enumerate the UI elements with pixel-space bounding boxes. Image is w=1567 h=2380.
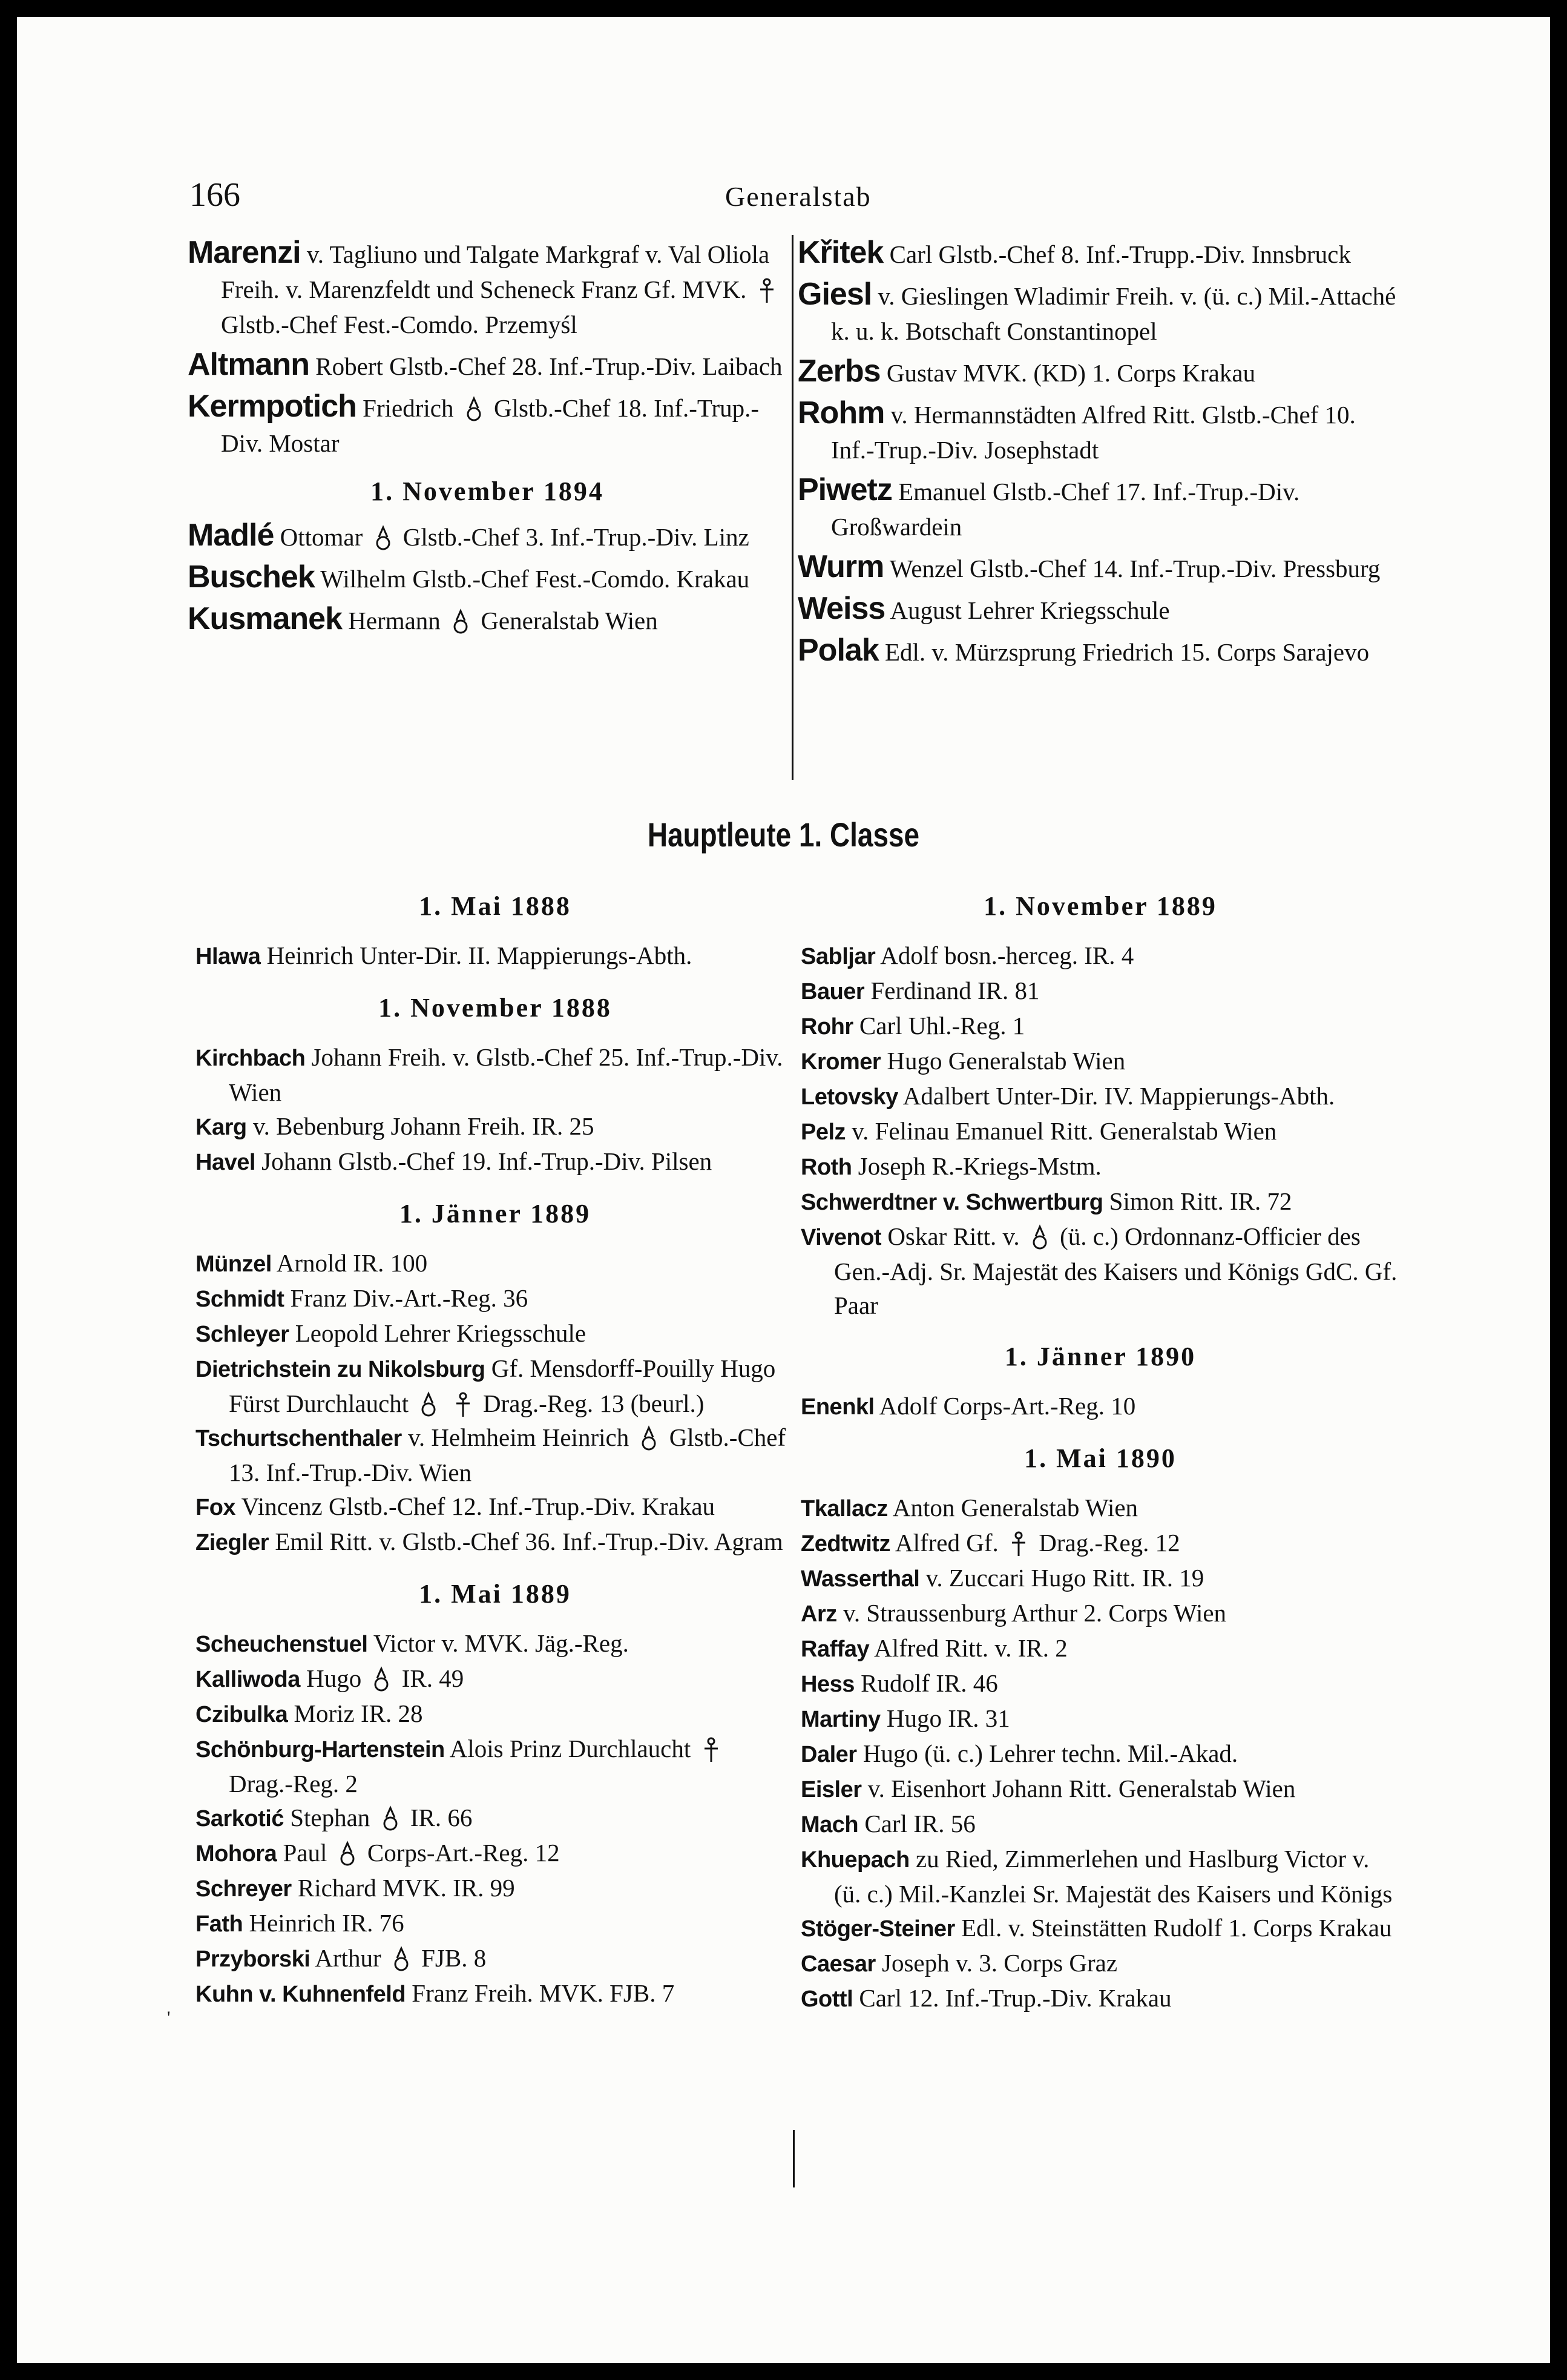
officer-name: Kromer [801,1049,881,1075]
officer-name: Wurm [798,549,884,584]
officer-name: Caesar [801,1951,876,1977]
officer-details: Hermann Generalstab Wien [342,607,658,635]
officer-details: Vincenz Glstb.-Chef 12. Inf.-Trup.-Div. Krakau [235,1492,715,1520]
officer-details: Gustav MVK. (KD) 1. Corps Krakau [880,359,1256,387]
officer-details: Paul Corps-Art.-Reg. 12 [277,1839,560,1867]
officer-entry [195,1626,795,1661]
officer-entry [188,601,787,638]
officer-entry [801,1772,1400,1807]
officer-entry [801,1736,1400,1772]
officer-details: Stephan IR. 66 [283,1804,473,1831]
top-right-column [798,235,1397,674]
officer-name: Fath [195,1911,243,1937]
running-head: Generalstab [725,181,872,212]
officer-entry [798,235,1397,272]
officer-entry [798,354,1397,391]
officer-details: Arnold IR. 100 [271,1249,428,1277]
officer-entry [188,347,787,384]
officer-name: Schmidt [195,1287,284,1312]
officer-details: Wenzel Glstb.-Chef 14. Inf.-Trup.-Div. Pressburg [884,555,1381,582]
officer-entry [195,1109,795,1144]
officer-name: Mach [801,1812,859,1838]
officer-name: Buschek [188,559,315,595]
officer-details: v. Felinau Emanuel Ritt. Generalstab Wien [846,1117,1277,1145]
officer-details: Edl. v. Steinstätten Rudolf 1. Corps Krakau [954,1914,1392,1942]
officer-name: Havel [195,1150,255,1175]
officer-entry [801,1596,1400,1631]
date-heading: 1. November 1889 [984,891,1217,921]
officer-entry [195,1941,795,1976]
officer-name: Mohora [195,1841,277,1867]
officer-name: Tkallacz [801,1496,888,1521]
officer-name: Polak [798,633,879,668]
officer-details: Arthur FJB. 8 [310,1944,487,1972]
officer-name: Weiss [798,591,885,626]
officer-details: August Lehrer Kriegsschule [885,596,1170,624]
officer-details: Moriz IR. 28 [287,1699,423,1727]
officer-entry [195,1246,795,1281]
officer-entry [188,235,787,342]
top-left-column [188,235,787,643]
officer-name: Altmann [188,347,309,382]
officer-entry [195,1661,795,1696]
officer-details: v. Straussenburg Arthur 2. Corps Wien [836,1599,1227,1627]
officer-details: Heinrich IR. 76 [243,1909,404,1937]
officer-name: Roth [801,1155,852,1180]
officer-entry [195,1871,795,1906]
officer-name: Zerbs [798,354,881,389]
officer-details: v. Bebenburg Johann Freih. IR. 25 [246,1112,594,1140]
officer-name: Schwerdtner v. Schwertburg [801,1190,1103,1215]
officer-details: Hugo (ü. c.) Lehrer techn. Mil.-Akad. [856,1739,1238,1767]
officer-name: Bauer [801,979,865,1004]
order-medal-icon [367,1664,395,1692]
officer-details: Carl Uhl.-Reg. 1 [853,1012,1025,1040]
officer-name: Rohm [798,395,885,430]
officer-details: v. Eisenhort Johann Ritt. Generalstab Wien [861,1775,1296,1802]
officer-details: Franz Freih. MVK. FJB. 7 [406,1979,675,2007]
officer-details: Joseph v. 3. Corps Graz [875,1949,1118,1977]
officer-details: Wilhelm Glstb.-Chef Fest.-Comdo. Krakau [314,565,750,593]
officer-name: Sarkotić [195,1806,284,1831]
officer-entry [801,1842,1400,1911]
date-heading: 1. Mai 1890 [1024,1443,1177,1473]
officer-details: Leopold Lehrer Kriegsschule [289,1319,586,1347]
bottom-left-column [195,889,795,2011]
officer-name: Scheuchenstuel [195,1632,368,1657]
officer-entry [801,1389,1400,1424]
officer-name: Wasserthal [801,1566,920,1592]
officer-entry [195,1801,795,1836]
officer-details: Adolf bosn.-herceg. IR. 4 [875,941,1134,969]
officer-name: Tschurtschenthaler [195,1426,402,1451]
order-medal-icon [1026,1222,1054,1250]
cross-icon [1005,1529,1033,1557]
officer-entry [801,1807,1400,1842]
officer-details: Johann Freih. v. Glstb.-Chef 25. Inf.-Trup.-Div. Wien [229,1043,783,1106]
officer-details: Hugo IR. 31 [880,1704,1010,1732]
officer-name: Kuhn v. Kuhnenfeld [195,1982,406,2007]
officer-details: Hugo Generalstab Wien [881,1047,1126,1075]
officer-entry [195,1489,795,1525]
officer-details: Rudolf IR. 46 [854,1669,998,1697]
officer-name: Münzel [195,1251,272,1277]
officer-entry [801,1149,1400,1184]
officer-details: Robert Glstb.-Chef 28. Inf.-Trup.-Div. Laibach [309,352,783,380]
officer-entry [188,559,787,596]
officer-name: Daler [801,1742,857,1767]
officer-details: Adolf Corps-Art.-Reg. 10 [874,1392,1136,1420]
officer-entry [801,1701,1400,1736]
date-heading: 1. Mai 1888 [419,891,571,921]
officer-name: Madlé [188,518,274,553]
document-page [17,17,1550,2363]
officer-details: Ferdinand IR. 81 [864,977,1040,1004]
officer-details: Hugo IR. 49 [300,1664,464,1692]
officer-details: Emil Ritt. v. Glstb.-Chef 36. Inf.-Trup.-Div. Agram [269,1528,783,1555]
officer-entry [801,1561,1400,1596]
officer-name: Schleyer [195,1322,289,1347]
margin-mark: ' [167,2008,171,2028]
officer-details: Oskar Ritt. v. (ü. c.) Ordonnanz-Officier des Gen.-Adj. Sr. Majestät des Kaisers und Königs GdC. Gf. Paar [834,1222,1398,1319]
officer-details: Alfred Ritt. v. IR. 2 [869,1634,1068,1662]
officer-name: Stöger-Steiner [801,1916,955,1942]
officer-entry [801,1911,1400,1946]
officer-name: Arz [801,1601,837,1627]
officer-details: Ottomar Glstb.-Chef 3. Inf.-Trup.-Div. Linz [274,523,749,551]
officer-details: zu Ried, Zimmerlehen und Haslburg Victor v. (ü. c.) Mil.-Kanzlei Sr. Majestät des Kaisers und Königs [834,1845,1393,1908]
officer-entry [195,1525,795,1560]
officer-details: Simon Ritt. IR. 72 [1103,1187,1292,1215]
officer-name: Kirchbach [195,1046,306,1071]
officer-entry [801,1079,1400,1114]
officer-entry [195,1281,795,1316]
officer-details: v. Zuccari Hugo Ritt. IR. 19 [919,1564,1204,1592]
officer-entry [195,1351,795,1420]
officer-name: Gottl [801,1986,853,2012]
officer-name: Czibulka [195,1702,288,1727]
officer-entry [195,1420,795,1489]
officer-entry [801,1631,1400,1666]
officer-name: Ziegler [195,1530,269,1555]
officer-entry [195,1732,795,1801]
officer-name: Schreyer [195,1876,292,1902]
officer-name: Giesl [798,277,872,312]
officer-name: Schönburg-Hartenstein [195,1737,445,1762]
officer-entry [801,1044,1400,1079]
page-number: 166 [189,176,240,214]
section-heading: Hauptleute 1. Classe [647,816,920,854]
bottom-right-column [801,889,1400,2016]
officer-name: Letovsky [801,1084,898,1110]
officer-details: v. Gieslingen Wladimir Freih. v. (ü. c.) Mil.-Attaché k. u. k. Botschaft Constantinopel [831,282,1396,345]
order-medal-icon [387,1944,415,1972]
order-medal-icon [369,523,397,551]
officer-details: Gf. Mensdorff-Pouilly Hugo Fürst Durchlaucht Drag.-Reg. 13 (beurl.) [229,1354,776,1417]
officer-entry [188,518,787,555]
officer-details: Carl Glstb.-Chef 8. Inf.-Trupp.-Div. Innsbruck [883,240,1351,268]
order-medal-icon [447,607,475,635]
officer-details: Johann Glstb.-Chef 19. Inf.-Trup.-Div. Pilsen [255,1147,712,1175]
order-medal-icon [415,1389,442,1417]
officer-entry [798,277,1397,349]
officer-details: v. Hermannstädten Alfred Ritt. Glstb.-Chef 10. Inf.-Trup.-Div. Josephstadt [831,401,1356,464]
officer-entry [801,1981,1400,2016]
officer-entry [801,1184,1400,1219]
officer-entry [801,1114,1400,1149]
officer-name: Hess [801,1672,855,1697]
officer-name: Pelz [801,1119,846,1145]
officer-details: Carl 12. Inf.-Trup.-Div. Krakau [853,1984,1172,2012]
officer-details: Carl IR. 56 [858,1810,976,1838]
column-divider-top [792,235,793,780]
officer-details: Victor v. MVK. Jäg.-Reg. [367,1629,629,1657]
officer-name: Rohr [801,1014,853,1040]
officer-details: Franz Div.-Art.-Reg. 36 [284,1284,528,1312]
cross-icon [753,275,781,303]
officer-name: Vivenot [801,1225,882,1250]
officer-name: Karg [195,1115,247,1140]
officer-entry [801,1946,1400,1981]
date-heading: 1. November 1888 [378,993,612,1023]
officer-name: Dietrichstein zu Nikolsburg [195,1357,485,1382]
officer-name: Hlawa [195,944,261,969]
order-medal-icon [635,1423,663,1451]
officer-name: Khuepach [801,1847,910,1873]
officer-entry [188,389,787,461]
officer-name: Křitek [798,235,884,270]
officer-entry [195,1316,795,1351]
officer-name: Raffay [801,1637,870,1662]
officer-entry [801,1666,1400,1701]
date-heading: 1. Jänner 1889 [399,1199,591,1228]
officer-entry [801,1526,1400,1561]
officer-name: Kermpotich [188,389,356,424]
officer-details: Alfred Gf. Drag.-Reg. 12 [890,1529,1180,1557]
officer-entry [798,591,1397,628]
officer-entry [798,549,1397,586]
officer-entry [195,938,795,974]
order-medal-icon [376,1804,404,1831]
officer-name: Eisler [801,1777,862,1802]
officer-name: Enenkl [801,1394,875,1420]
officer-name: Zedtwitz [801,1531,890,1557]
officer-entry [801,974,1400,1009]
officer-entry [195,1144,795,1179]
officer-entry [801,1219,1400,1322]
date-heading: 1. November 1894 [370,476,604,506]
officer-entry [801,1491,1400,1526]
officer-name: Sabljar [801,944,876,969]
officer-details: Joseph R.-Kriegs-Mstm. [852,1152,1102,1180]
officer-entry [801,1009,1400,1044]
officer-details: Friedrich Glstb.-Chef 18. Inf.-Trup.-Div. Mostar [221,394,760,457]
officer-name: Martiny [801,1707,881,1732]
officer-name: Fox [195,1495,236,1520]
officer-name: Piwetz [798,472,892,507]
officer-entry [195,1836,795,1871]
order-medal-icon [333,1839,361,1867]
officer-details: Edl. v. Mürzsprung Friedrich 15. Corps Sarajevo [878,638,1370,666]
officer-entry [801,938,1400,974]
officer-entry [195,1906,795,1941]
cross-icon [449,1389,477,1417]
column-divider-bottom [793,2130,795,2187]
officer-details: Alois Prinz Durchlaucht Drag.-Reg. 2 [229,1735,725,1798]
officer-name: Kalliwoda [195,1667,300,1692]
date-heading: 1. Jänner 1890 [1004,1342,1197,1371]
officer-entry [798,633,1397,670]
officer-details: Emanuel Glstb.-Chef 17. Inf.-Trup.-Div. Großwardein [831,478,1300,541]
officer-details: v. Tagliuno und Talgate Markgraf v. Val Oliola Freih. v. Marenzfeldt und Scheneck Franz Gf. MVK. Glstb.-Chef Fest.-Comdo. Przemyśl [221,240,781,338]
officer-details: Adalbert Unter-Dir. IV. Mappierungs-Abth. [898,1082,1335,1110]
officer-details: Heinrich Unter-Dir. II. Mappierungs-Abth. [260,941,692,969]
officer-details: Richard MVK. IR. 99 [291,1874,515,1902]
officer-name: Kusmanek [188,601,342,636]
officer-entry [195,1976,795,2011]
officer-details: v. Helmheim Heinrich Glstb.-Chef 13. Inf.-Trup.-Div. Wien [229,1423,786,1486]
officer-entry [195,1040,795,1109]
officer-name: Marenzi [188,235,301,270]
officer-details: Anton Generalstab Wien [887,1494,1138,1521]
officer-entry [798,472,1397,544]
cross-icon [697,1735,725,1762]
officer-entry [195,1696,795,1732]
officer-name: Przyborski [195,1947,310,1972]
officer-entry [798,395,1397,467]
date-heading: 1. Mai 1889 [419,1579,571,1609]
order-medal-icon [460,394,488,422]
